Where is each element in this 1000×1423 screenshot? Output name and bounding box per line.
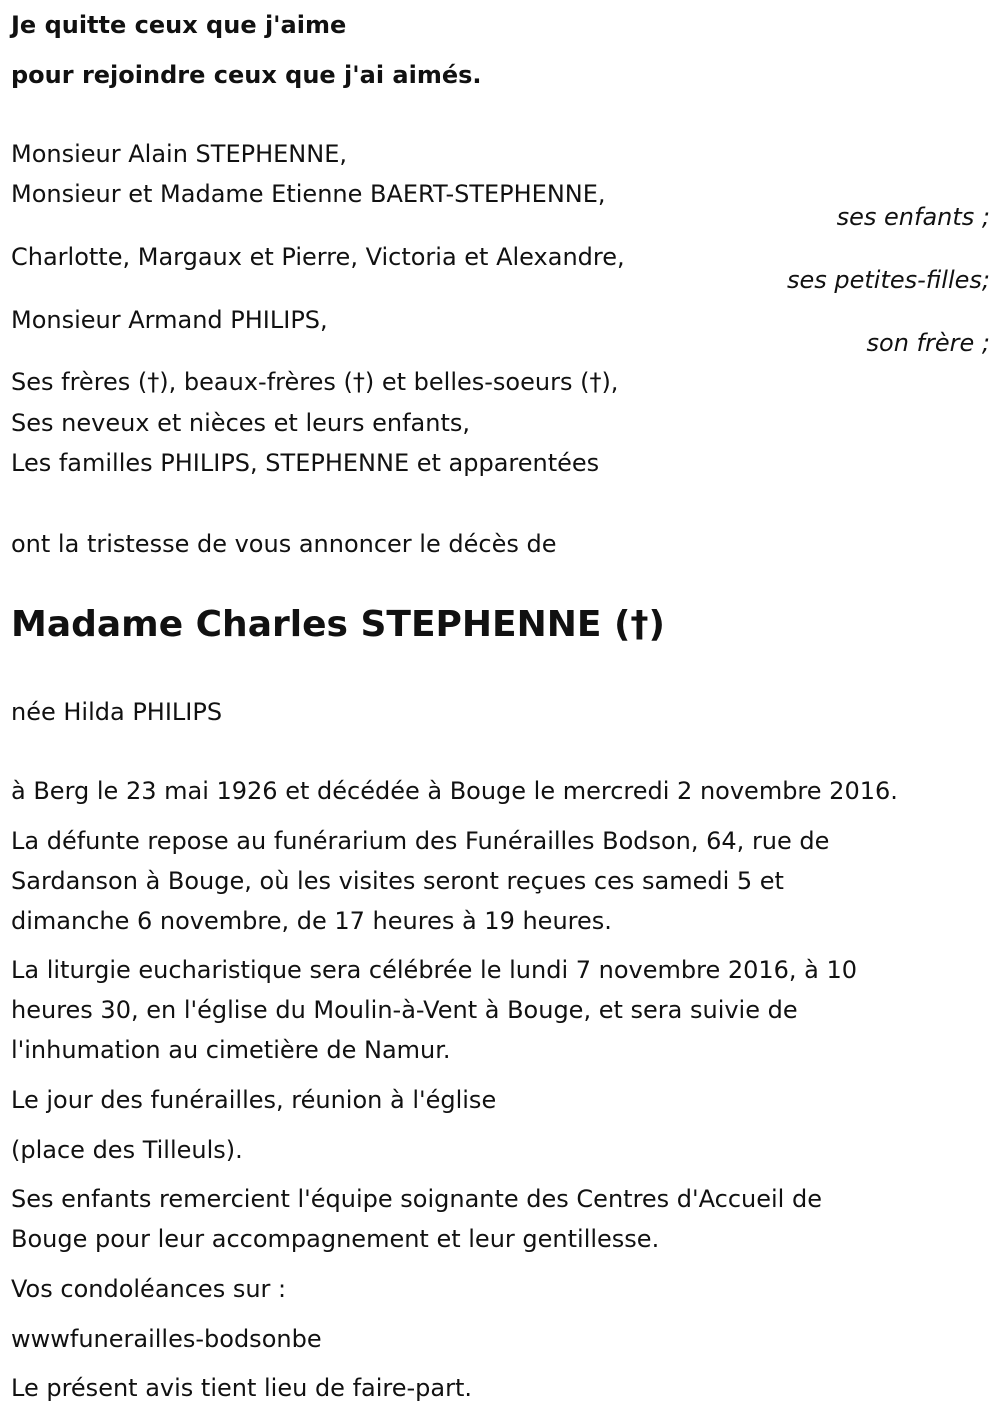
website-text: wwwfunerailles-bodsonbe: [11, 1325, 322, 1353]
birth-death-text: à Berg le 23 mai 1926 et décédée à Bouge le mercredi 2 novembre 2016.: [11, 777, 898, 805]
relatives-line-1: Ses frères (†), beaux-frères (†) et belles-soeurs (†),: [11, 368, 619, 396]
place-text: (place des Tilleuls).: [11, 1136, 243, 1164]
thanks-line-1: Ses enfants remercient l'équipe soignante des Centres d'Accueil de: [11, 1185, 822, 1213]
brother-role: son frère ;: [866, 329, 990, 357]
meeting-text: Le jour des funérailles, réunion à l'église: [11, 1086, 497, 1114]
announcement-text: ont la tristesse de vous annoncer le décès de: [11, 530, 557, 558]
grandchildren-role: ses petites-filles;: [786, 266, 990, 294]
liturgy-line-1: La liturgie eucharistique sera célébrée le lundi 7 novembre 2016, à 10: [11, 956, 858, 984]
repose-line-3: dimanche 6 novembre, de 17 heures à 19 heures.: [11, 907, 612, 935]
deceased-name: Madame Charles STEPHENNE (†): [11, 604, 665, 645]
children-line-1: Monsieur Alain STEPHENNE,: [11, 140, 347, 168]
epitaph-line-2: pour rejoindre ceux que j'ai aimés.: [11, 61, 482, 89]
relatives-line-2: Ses neveux et nièces et leurs enfants,: [11, 409, 470, 437]
liturgy-line-3: l'inhumation au cimetière de Namur.: [11, 1036, 451, 1064]
grandchildren-line: Charlotte, Margaux et Pierre, Victoria et Alexandre,: [11, 243, 625, 271]
repose-line-1: La défunte repose au funérarium des Funérailles Bodson, 64, rue de: [11, 827, 830, 855]
liturgy-line-2: heures 30, en l'église du Moulin-à-Vent à Bouge, et sera suivie de: [11, 996, 798, 1024]
relatives-line-3: Les familles PHILIPS, STEPHENNE et apparentées: [11, 449, 600, 477]
children-role: ses enfants ;: [836, 203, 990, 231]
condolences-text: Vos condoléances sur :: [11, 1275, 287, 1303]
repose-line-2: Sardanson à Bouge, où les visites seront reçues ces samedi 5 et: [11, 867, 784, 895]
children-line-2: Monsieur et Madame Etienne BAERT-STEPHENNE,: [11, 180, 606, 208]
thanks-line-2: Bouge pour leur accompagnement et leur gentillesse.: [11, 1225, 660, 1253]
maiden-name: née Hilda PHILIPS: [11, 698, 223, 726]
epitaph-line-1: Je quitte ceux que j'aime: [11, 11, 347, 39]
closing-text: Le présent avis tient lieu de faire-part.: [11, 1374, 473, 1402]
brother-line: Monsieur Armand PHILIPS,: [11, 306, 328, 334]
